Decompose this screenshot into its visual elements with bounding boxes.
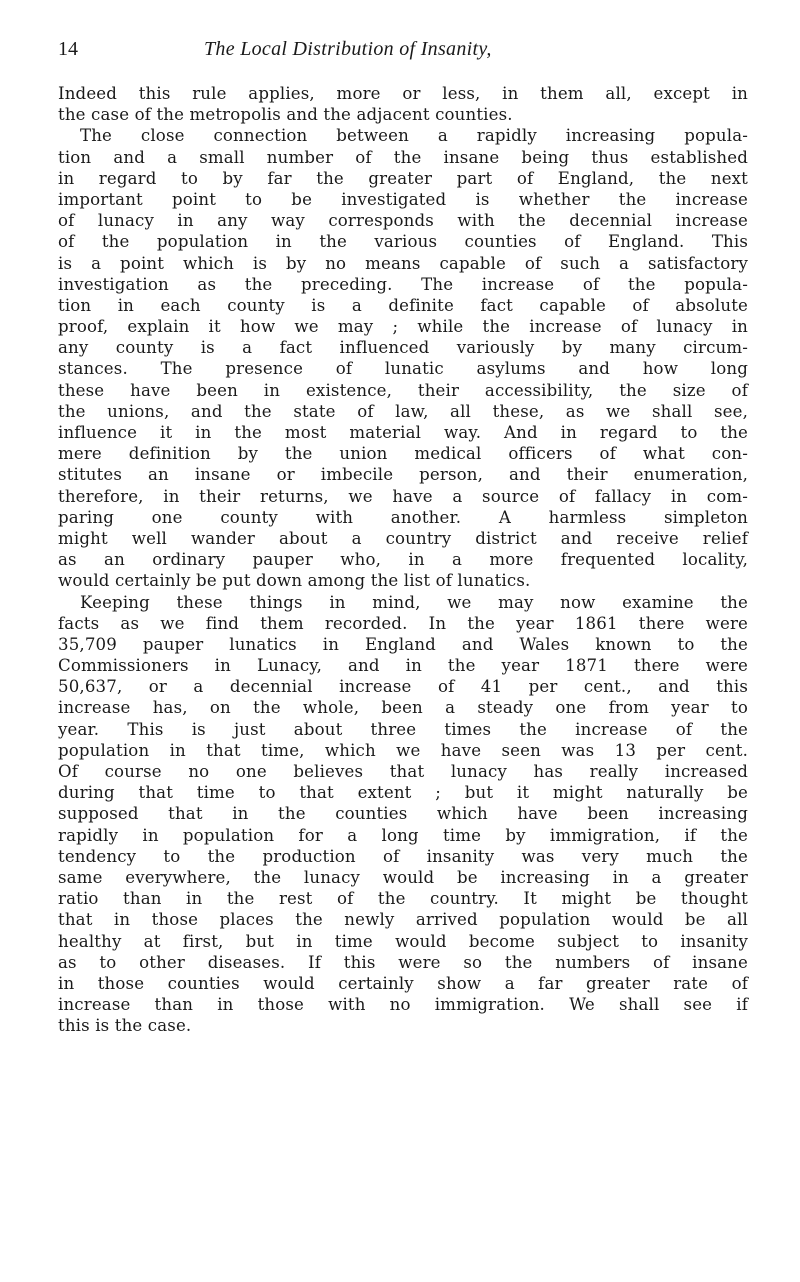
- text-line: same everywhere, the lunacy would be increasing in a greater: [58, 867, 748, 887]
- text-line: that in those places the newly arrived population would be all: [58, 910, 748, 930]
- text-line: therefore, in their returns, we have a source of fallacy in com-: [58, 486, 748, 506]
- text-line: tion in each county is a definite fact capable of absolute: [58, 295, 748, 315]
- text-line: as to other diseases. If this were so the numbers of insane: [58, 952, 748, 972]
- text-line: rapidly in population for a long time by immigration, if the: [58, 825, 748, 845]
- text-line: Commissioners in Lunacy, and in the year 1871 there were: [58, 656, 748, 676]
- page-number: 14: [58, 38, 78, 60]
- body-text: [58, 83, 748, 1036]
- text-line: stances. The presence of lunatic asylums and how long: [58, 359, 748, 379]
- text-line: The close connection between a rapidly increasing popula-: [80, 126, 748, 146]
- text-line: in those counties would certainly show a far greater rate of: [58, 973, 748, 993]
- text-line: year. This is just about three times the increase of the: [58, 719, 748, 739]
- text-line: increase has, on the whole, been a steady one from year to: [58, 698, 748, 718]
- text-line: supposed that in the counties which have been increasing: [58, 804, 748, 824]
- text-line: during that time to that extent ; but it might naturally be: [58, 783, 748, 803]
- text-line: investigation as the preceding. The increase of the popula-: [58, 274, 748, 294]
- text-line: is a point which is by no means capable of such a satisfactory: [58, 253, 748, 273]
- text-line: tendency to the production of insanity was very much the: [58, 846, 748, 866]
- text-line: ratio than in the rest of the country. It might be thought: [58, 889, 748, 909]
- running-head: [58, 38, 748, 70]
- text-line: Keeping these things in mind, we may now examine the: [80, 592, 748, 612]
- text-line: facts as we find them recorded. In the year 1861 there were: [58, 613, 748, 633]
- text-line: as an ordinary pauper who, in a more frequented locality,: [58, 550, 748, 570]
- text-line: any county is a fact influenced variously by many circum-: [58, 338, 748, 358]
- text-line: 35,709 pauper lunatics in England and Wales known to the: [58, 634, 748, 654]
- text-line: might well wander about a country district and receive relief: [58, 528, 748, 548]
- text-line: 50,637, or a decennial increase of 41 per cent., and this: [58, 677, 748, 697]
- text-line: in regard to by far the greater part of England, the next: [58, 168, 748, 188]
- text-line: of the population in the various counties of England. This: [58, 232, 748, 252]
- text-line: influence it in the most material way. And in regard to the: [58, 423, 748, 442]
- text-line: the case of the metropolis and the adjacent counties.: [58, 105, 513, 125]
- text-line: important point to be investigated is whether the increase: [58, 189, 748, 209]
- text-line: this is the case.: [58, 1016, 192, 1036]
- text-line: tion and a small number of the insane being thus established: [58, 147, 748, 167]
- text-line: the unions, and the state of law, all these, as we shall see,: [58, 401, 748, 421]
- text-line: increase than in those with no immigration. We shall see if: [58, 995, 748, 1015]
- text-line: proof, explain it how we may ; while the increase of lunacy in: [58, 317, 748, 337]
- text-line: mere definition by the union medical officers of what con-: [58, 444, 748, 464]
- text-line: would certainly be put down among the list of lunatics.: [58, 571, 531, 591]
- text-line: Indeed this rule applies, more or less, in them all, except in: [58, 84, 748, 103]
- text-line: Of course no one believes that lunacy has really increased: [58, 762, 748, 781]
- text-line: these have been in existence, their accessibility, the size of: [58, 380, 748, 400]
- text-line: paring one county with another. A harmless simpleton: [58, 507, 748, 527]
- text-line: healthy at first, but in time would become subject to insanity: [58, 931, 748, 951]
- text-line: stitutes an insane or imbecile person, and their enumeration,: [58, 465, 748, 485]
- running-title: The Local Distribution of Insanity,: [204, 38, 492, 60]
- text-line: of lunacy in any way corresponds with the decennial increase: [58, 211, 748, 231]
- text-line: population in that time, which we have seen was 13 per cent.: [58, 740, 748, 760]
